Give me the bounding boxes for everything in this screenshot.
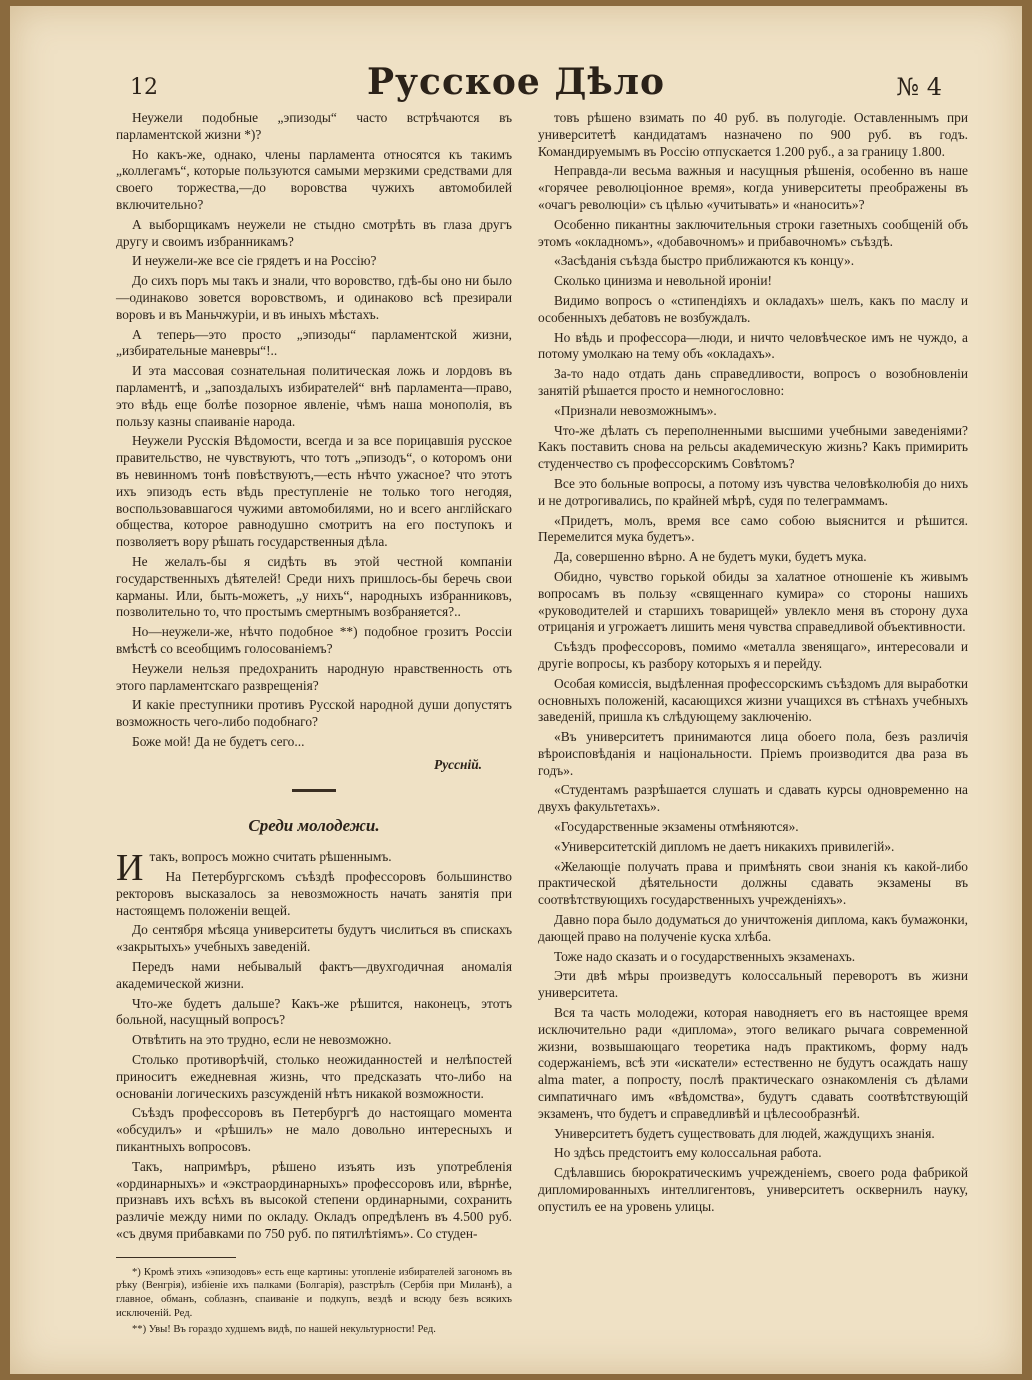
paragraph: Вся та часть молодежи, которая наводняетъ его въ настоящее время исключительно ради «диплома», этого великаго рычага современной жизни, возвышающаго теоретика надъ практикомъ, форму надъ содержаніемъ, всѣ эти «искатели» естественно не будутъ осаждать нашу alma mater, а попросту, послѣ практическаго ознакомленія съ дѣлами симпатичнаго имъ «вѣдомства», будутъ сдавать соотвѣтствующій экзаменъ, что будетъ и справедливѣй и цѣлесообразнѣй. [538,1005,968,1121]
paragraph: Съѣздъ профессоровъ въ Петербургѣ до настоящаго момента «обсудилъ» и «рѣшилъ» не мало довольно интересныхъ и пикантныхъ вопросовъ. [116,1105,512,1155]
paragraph: «Студентамъ разрѣшается слушать и сдавать курсы одновременно на двухъ факультетахъ». [538,782,968,815]
paragraph: Особенно пикантны заключительныя строки газетныхъ сообщеній объ этомъ «окладномъ», «добавочномъ» и прибавочномъ» съѣздѣ. [538,216,968,249]
section-first-paragraph [116,847,512,890]
footnote: **) Увы! Въ гораздо худшемъ видѣ, по нашей некультурности! Ред. [132,1324,436,1336]
paragraph: Неужели Русскія Вѣдомости, всегда и за все порицавшія русское правительство, не чувствуютъ, что тотъ „эпизодъ“, о которомъ они въ невинномъ тонѣ повѣствуютъ,—есть нѣчто ужасное? что этотъ ихъ эпизодъ есть вѣдь преступленіе не только того негодяя, воспользовавшагося чужими автомобилями, но и всего англійскаго общества, которое равнодушно смотритъ на его поступокъ и позволяетъ вору рѣшать государственныя дѣла. [116,433,512,550]
section-first-text: такъ, вопросъ можно считать рѣшеннымъ. [149,849,392,865]
footnote-rule [116,1257,236,1258]
left-article [116,110,512,751]
paragraph: Все это больные вопросы, а потому изъ чувства человѣколюбія до нихъ и не дотрогивались, по крайней мѣрѣ, судя по телеграммамъ. [538,475,968,508]
paragraph: И какіе преступники противъ Русской народной души допустятъ возможность чего-либо подобнаго? [116,697,512,730]
paragraph: До сентября мѣсяца университеты будутъ числиться въ спискахъ «закрытыхъ» учебныхъ заведеній. [116,922,512,955]
paragraph: Такъ, напримѣръ, рѣшено изъять изъ употребленія «ординарныхъ» и «экстраординарныхъ» профессоровъ или, вѣрнѣе, признавъ ихъ всѣхъ въ высокой степени ординарными, сохранить различіе между ними по окладу. Окладъ опредѣленъ въ 4.500 руб. «съ двумя прибавками по 750 руб. по пятилѣтіямъ». Со студен- [116,1158,512,1242]
section-article [116,869,512,1243]
paragraph: На Петербургскомъ съѣздѣ профессоровъ большинство ректоровъ высказалось за невозможность начать занятія при настоящемъ положеніи вещей. [116,869,512,918]
paragraph: Но какъ-же, однако, члены парламента относятся къ такимъ „коллегамъ“, которые пользуются самыми мерзкими средствами для своего торжества,—до воровства чужихъ автомобилей включительно? [116,146,512,212]
issue-number: № 4 [896,73,942,101]
paragraph: Неужели нельзя предохранить народную нравственность отъ этого парламентскаго разврещенія? [116,660,512,693]
paragraph: За-то надо отдать дань справедливости, вопросъ о возобновленіи занятій рѣшается просто и немногословно: [538,366,968,398]
paragraph: Обидно, чувство горькой обиды за халатное отношеніе къ живымъ вопросамъ въ пользу «священнаго кумира» со стороны нашихъ «руководителей и старшихъ товарищей» увлекло меня въ сторону духа отрицанія и угрожаетъ лишить меня чувства справедливой объективности. [538,568,968,635]
paragraph: Тоже надо сказать и о государственныхъ экзаменахъ. [554,948,856,964]
paragraph: «Придетъ, молъ, время все само собою выяснится и рѣшится. Перемелится мука будетъ». [538,512,968,545]
footnotes [116,1266,512,1337]
paragraph: Давно пора было додуматься до уничтоженія диплома, какъ бумажонки, дающей право на полученіе куска хлѣба. [538,912,968,944]
paragraph: Столько противорѣчій, столько неожиданностей и нелѣпостей приноситъ ежедневная жизнь, что предсказать что-либо на основаніи логическихъ разсужденій нѣтъ никакой возможности. [116,1052,512,1101]
paragraph: И неужели-же все сіе грядетъ и на Россію? [132,253,377,269]
paragraph: И эта массовая сознательная политическая ложь и лордовъ въ парламентѣ, и „запоздалыхъ избирателей“ внѣ парламента—право, это вѣдь еще болѣе позорное явленіе, чѣмъ наша монополія, въ пользу казны спаиваніе народа. [116,363,512,429]
paragraph: А теперь—это просто „эпизоды“ парламентской жизни, „избирательные маневры“!.. [116,326,512,359]
paragraph: товъ рѣшено взимать по 40 руб. въ полугодіе. Оставленнымъ при университетѣ кандидатамъ назначено по 900 руб. въ годъ. Командируемымъ въ Россію отпускается 1.200 руб., а за границу 1.800. [538,110,968,159]
paragraph: Отвѣтить на это трудно, если не невозможно. [132,1032,392,1048]
paragraph: Сколько цинизма и невольной ироніи! [554,273,772,289]
paragraph: Особая комиссія, выдѣленная профессорскимъ съѣздомъ для выработки основныхъ положеній, касающихся жизни учащихся въ стѣнахъ учебныхъ заведеній, пришла къ слѣдующему заключенію. [538,675,968,725]
paragraph: Не желалъ-бы я сидѣть въ этой честной компаніи государственныхъ дѣятелей! Среди нихъ пришлось-бы беречь свои карманы. Или, быть-можетъ, „у нихъ“, народныхъ избранниковъ, позволительно то, что простымъ смертнымъ возбраняется?.. [116,553,512,620]
right-column [538,110,968,1219]
paragraph: Что-же дѣлать съ переполненными высшими учебными заведеніями? Какъ поставить снова на рельсы академическую жизнь? Какъ примирить студенчество съ профессорскимъ Совѣтомъ? [538,422,968,472]
drop-cap: И [116,847,144,890]
paragraph: Университетъ будетъ существовать для людей, жаждущихъ знанія. [554,1125,935,1141]
footnote: *) Кромѣ этихъ «эпизодовъ» есть еще картины: утопленіе избирателей загономъ въ рѣку (Венгрія), избіеніе ихъ палками (Болгарія), разстрѣлъ (Сербія при Миланѣ), а главное, обманъ, соблазнъ, спаиваніе и подкупъ, вездѣ и всюду безъ всякихъ исключеній. Ред. [116,1266,512,1319]
paragraph: «Государственные экзамены отмѣняются». [554,819,799,835]
paragraph: Боже мой! Да не будетъ сего... [132,733,305,749]
paragraph: «Университетскій дипломъ не даетъ никакихъ привилегій». [554,838,895,854]
paragraph: Видимо вопросъ о «стипендіяхъ и окладахъ» шелъ, какъ по маслу и особенныхъ дебатовъ не возбуждалъ. [538,292,968,325]
section-title: Среди молодежи. [248,816,380,836]
article-signature: Руссній. [434,756,482,772]
page-header [10,61,1022,111]
paragraph: А выборщикамъ неужели не стыдно смотрѣть въ глаза другъ другу и своимъ избранникамъ? [116,216,512,249]
paragraph: «Засѣданія съѣзда быстро приближаются къ концу». [554,253,855,269]
paragraph: Съѣздъ профессоровъ, помимо «металла звенящаго», интересовали и другіе вопросы, къ разбору которыхъ я и перейду. [538,639,968,671]
paragraph: «Желающіе получать права и примѣнять свои знанія къ какой-либо практической дѣятельности должны сдавать экзамены въ соотвѣтствующихъ государственныхъ учрежденіяхъ». [538,858,968,908]
paragraph: Неужели подобные „эпизоды“ часто встрѣчаются въ парламентской жизни *)? [116,110,512,142]
paragraph: Но—неужели-же, нѣчто подобное **) подобное грозитъ Россіи вмѣстѣ со всеобщимъ голосованіемъ? [116,624,512,656]
section-divider [292,789,336,792]
paragraph: Но вѣдь и профессора—люди, и ничто человѣческое имъ не чуждо, а потому умолкаю на тему объ «окладахъ». [538,329,968,362]
left-column [116,110,512,1340]
paragraph: «Признали невозможнымъ». [554,402,717,418]
masthead: Русское Дѣло [366,61,666,103]
paragraph: Передъ нами небывалый фактъ—двухгодичная аномалія академической жизни. [116,959,512,991]
newspaper-page [10,6,1022,1374]
right-article [538,110,968,1216]
paragraph: Эти двѣ мѣры произведутъ колоссальный переворотъ въ жизни университета. [538,968,968,1001]
paragraph: Да, совершенно вѣрно. А не будетъ муки, будетъ мука. [554,549,867,565]
paragraph: Неправда-ли весьма важныя и насущныя рѣшенія, особенно въ наше «горячее революціонное время», когда университеты преображены въ «очагъ революціи» съ цѣлью «учитывать» и «наносить»? [538,163,968,212]
paragraph: Что-же будетъ дальше? Какъ-же рѣшится, наконецъ, этотъ больной, насущный вопросъ? [116,995,512,1028]
page-number: 12 [130,75,158,100]
paragraph: «Въ университетъ принимаются лица обоего пола, безъ различія вѣроисповѣданія и національности. Пріемъ производится два раза въ годъ». [538,729,968,778]
paragraph: До сихъ поръ мы такъ и знали, что воровство, гдѣ-бы оно ни было—одинаково зовется воровствомъ, и одинаково всѣ презирали воровъ и въ Маньчжуріи, и въ иныхъ мѣстахъ. [116,273,512,322]
paragraph: Но здѣсь предстоитъ ему колоссальная работа. [554,1145,822,1161]
paragraph: Сдѣлавшись бюрократическимъ учрежденіемъ, своего рода фабрикой дипломированныхъ интеллигентовъ, университетъ осквернилъ науку, опустилъ ее на уровень улицы. [538,1165,968,1214]
